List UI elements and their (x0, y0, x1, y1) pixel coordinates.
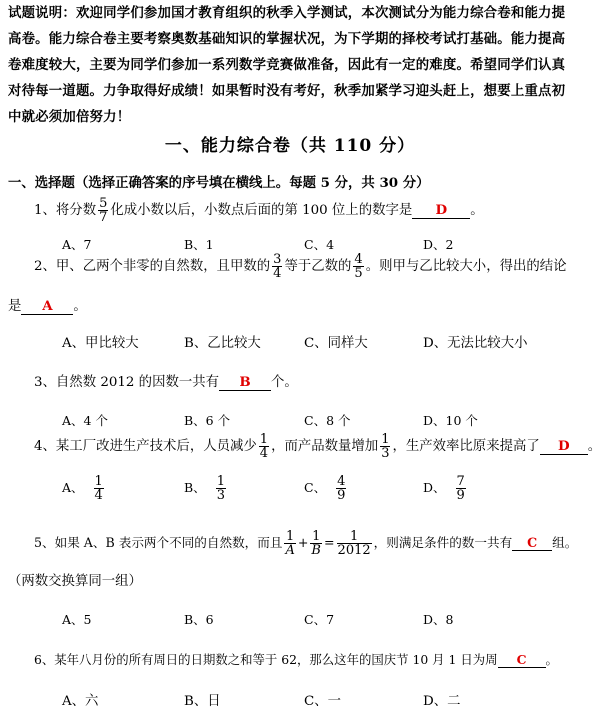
option-a: A、 $\frac{1}{4}$ (62, 474, 103, 503)
question-2: 2、甲、乙两个非零的自然数，且甲数的 $\frac{3}{4}$ 等于乙数的 $\frac{4}{5}$ 。则甲与乙比较大小，得出的结论 (34, 252, 567, 281)
fraction: $\frac{3}{4}$ (273, 252, 282, 281)
option-d: D、二 (423, 694, 461, 709)
question-text: 2、甲、乙两个非零的自然数，且甲数的 (34, 259, 271, 274)
question-text: 6、某年八月份的所有周日的日期数之和等于 62，那么这年的国庆节 10 月 1 日为周 (34, 652, 498, 667)
option-d: D、10 个 (423, 413, 478, 428)
option-a: A、4 个 (62, 413, 108, 428)
option-b: B、乙比较大 (184, 336, 261, 351)
question-1: 1、将分数 $\frac{5}{7}$ 化成小数以后，小数点后面的第 100 位上的数字是 D 。 (34, 196, 484, 225)
question-6: 6、某年八月份的所有周日的日期数之和等于 62，那么这年的国庆节 10 月 1 日为周 C 。 (34, 652, 558, 667)
option-c: C、一 (304, 694, 342, 709)
answer-text: C (516, 652, 527, 667)
option-a: A、六 (62, 694, 99, 709)
fraction: $\frac{7}{9}$ (456, 474, 465, 503)
option-b: B、 $\frac{1}{3}$ (184, 474, 225, 503)
question-3: 3、自然数 2012 的因数一共有 B 个。 (34, 374, 298, 390)
fraction: $\frac{1}{4}$ (259, 432, 269, 461)
fraction: $\frac{1}{3}$ (381, 432, 390, 461)
option-b: B、1 (184, 237, 214, 252)
option-b: B、日 (184, 694, 221, 709)
option-a: A、7 (62, 237, 92, 252)
option-a: A、5 (62, 612, 92, 627)
answer-blank (412, 203, 470, 219)
part-heading: 一、选择题（选择正确答案的序号填在横线上。每题 5 分，共 30 分） (8, 175, 430, 191)
option-c: C、4 (304, 237, 335, 252)
question-text: 化成小数以后，小数点后面的第 100 位上的数字是 (110, 203, 413, 218)
option-d: D、8 (423, 612, 454, 627)
instructions-paragraph: 试题说明：欢迎同学们参加国才教育组织的秋季入学测试，本次测试分为能力综合卷和能力提高卷。能力综合卷主要考察奥数基础知识的掌握状况，为下学期的择校考试打基础。能力提高卷难度较大，主要为同学们参加一系列数学竞赛做准备，因此有一定的难度。希望同学们认真对待每一道题。力争取得好成绩！如果暂时没有考好，秋季加紧学习迎头赶上，想要上重点初中就必须加倍努力！ (8, 5, 566, 125)
question-text: 4、某工厂改进生产技术后，人员减少 (34, 439, 257, 454)
option-d: D、2 (423, 237, 454, 252)
answer-blank (512, 535, 552, 551)
option-a: A、甲比较大 (62, 336, 139, 351)
question-4: 4、某工厂改进生产技术后，人员减少 $\frac{1}{4}$ ，而产品数量增加 $\frac{1}{3}$ ，生产效率比原来提高了 D 。 (34, 432, 601, 461)
question-text: 5、如果 A、B 表示两个不同的自然数，而且 (34, 535, 283, 550)
option-d: D、 $\frac{7}{9}$ (423, 474, 465, 503)
option-c: C、 $\frac{4}{9}$ (304, 474, 346, 503)
option-d: D、无法比较大小 (423, 336, 528, 351)
answer-text: B (239, 374, 251, 390)
fraction: $\frac{5}{7}$ (99, 196, 108, 225)
fraction: $\frac{1}{3}$ (216, 474, 225, 503)
section-title: 一、能力综合卷（共 110 分） (164, 136, 416, 156)
fraction: $\frac{1}{2012}$ (337, 529, 371, 558)
question-5: 5、如果 A、B 表示两个不同的自然数，而且 $\frac{1}{A}$ + $\frac{1}{B}$ = $\frac{1}{2012}$ ，则满足条件的数一共有 C 组。 (34, 529, 578, 558)
answer-blank (21, 299, 73, 315)
fraction: $\frac{4}{9}$ (337, 474, 346, 503)
option-c: C、同样大 (304, 336, 368, 351)
option-b: B、6 (184, 612, 214, 627)
answer-text: D (557, 438, 570, 454)
answer-blank (498, 652, 546, 668)
answer-text: C (527, 535, 538, 550)
question-2-line2: 是 A 。 (8, 298, 87, 314)
question-text: 3、自然数 2012 的因数一共有 (34, 375, 220, 390)
question-text: 1、将分数 (34, 203, 97, 218)
fraction: $\frac{1}{A}$ (285, 529, 295, 558)
answer-text: A (42, 298, 53, 314)
answer-blank (540, 439, 588, 455)
fraction: $\frac{1}{4}$ (94, 474, 103, 503)
option-c: C、8 个 (304, 413, 351, 428)
option-c: C、7 (304, 612, 335, 627)
fraction: $\frac{1}{B}$ (311, 529, 321, 558)
answer-text: D (435, 202, 448, 218)
fraction: $\frac{4}{5}$ (354, 252, 363, 281)
question-5-note: （两数交换算同一组） (8, 574, 142, 589)
answer-blank (219, 375, 271, 391)
option-b: B、6 个 (184, 413, 231, 428)
